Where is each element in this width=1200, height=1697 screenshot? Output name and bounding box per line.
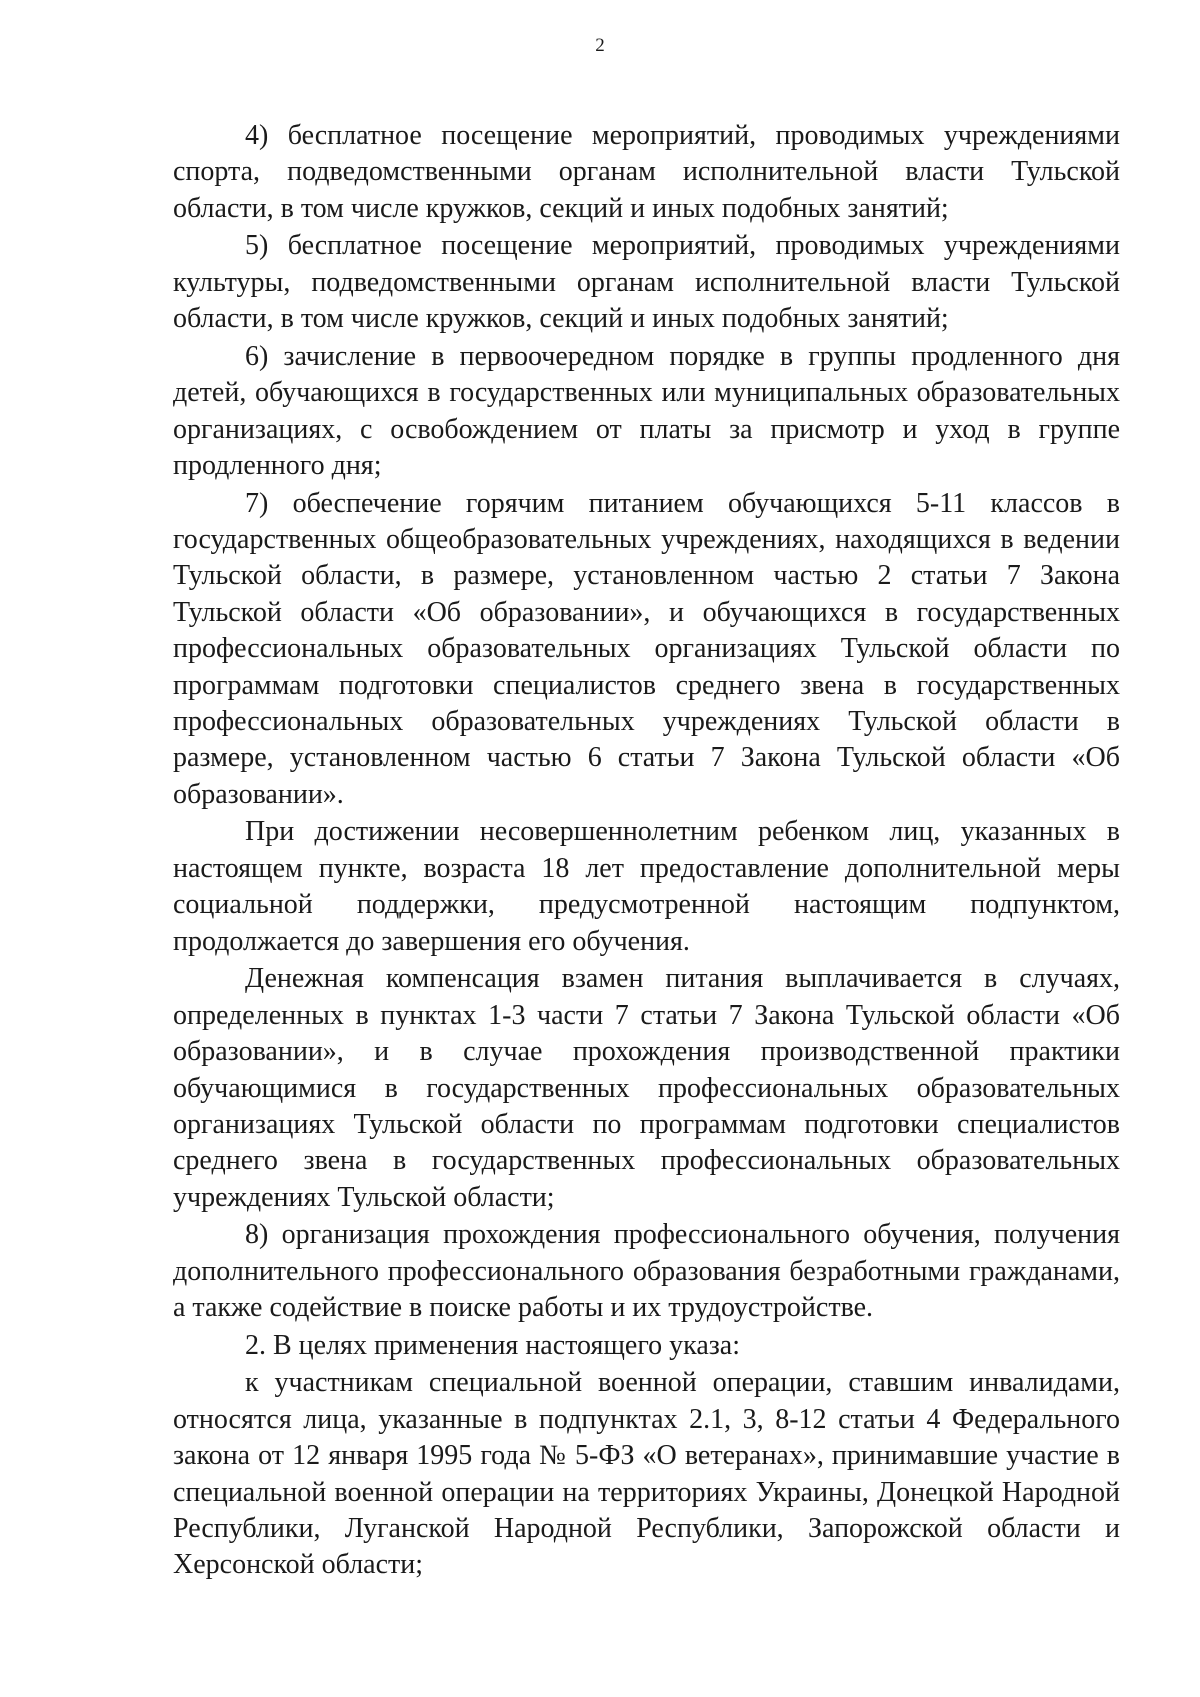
document-body: [173, 118, 1120, 1584]
paragraph-age-continuation: При достижении несовершеннолетним ребенком лиц, указанных в настоящем пункте, возраста 18 лет предоставление дополнительной меры социальной поддержки, предусмотренной настоящим подпунктом, продолжается до завершения его обучения.: [173, 816, 1120, 957]
paragraph-item-6: 6) зачисление в первоочередном порядке в группы продленного дня детей, обучающихся в государственных или муниципальных образовательных организациях, с освобождением от платы за присмотр и уход в группе продленного дня;: [173, 340, 1120, 482]
page-number: 2: [595, 35, 605, 56]
paragraph-participants-definition: к участникам специальной военной операции, ставшим инвалидами, относятся лица, указанные в подпунктах 2.1, 3, 8-12 статьи 4 Федерального закона от 12 января 1995 года № 5-ФЗ «О ветеранах», принимавшие участие в специальной военной операции на территориях Украины, Донецкой Народной Республики, Луганской Народной Республики, Запорожской области и Херсонской области;: [173, 1367, 1120, 1581]
paragraph-item-8: 8) организация прохождения профессионального обучения, получения дополнительного профессионального образования безработными гражданами, а также содействие в поиске работы и их трудоустройстве.: [173, 1219, 1120, 1324]
paragraph-item-5: 5) бесплатное посещение мероприятий, проводимых учреждениями культуры, подведомственными органам исполнительной власти Тульской области, в том числе кружков, секций и иных подобных занятий;: [173, 230, 1120, 335]
paragraph-meal-compensation: Денежная компенсация взамен питания выплачивается в случаях, определенных в пунктах 1-3 части 7 статьи 7 Закона Тульской области «Об образовании», и в случае прохождения производственной практики обучающимися в государственных профессиональных образовательных организациях Тульской области по программам подготовки специалистов среднего звена в государственных профессиональных образовательных учреждениях Тульской области;: [173, 963, 1120, 1213]
paragraph-section-2-heading: 2. В целях применения настоящего указа:: [245, 1329, 741, 1361]
paragraph-item-7: 7) обеспечение горячим питанием обучающихся 5-11 классов в государственных общеобразовательных учреждениях, находящихся в ведении Тульской области, в размере, установленном частью 2 статьи 7 Закона Тульской области «Об образовании», и обучающихся в государственных профессиональных образовательных организациях Тульской области по программам подготовки специалистов среднего звена в государственных профессиональных образовательных учреждениях Тульской области в размере, установленном частью 6 статьи 7 Закона Тульской области «Об образовании».: [173, 487, 1120, 810]
paragraph-item-4: 4) бесплатное посещение мероприятий, проводимых учреждениями спорта, подведомственными органам исполнительной власти Тульской области, в том числе кружков, секций и иных подобных занятий;: [173, 120, 1120, 224]
